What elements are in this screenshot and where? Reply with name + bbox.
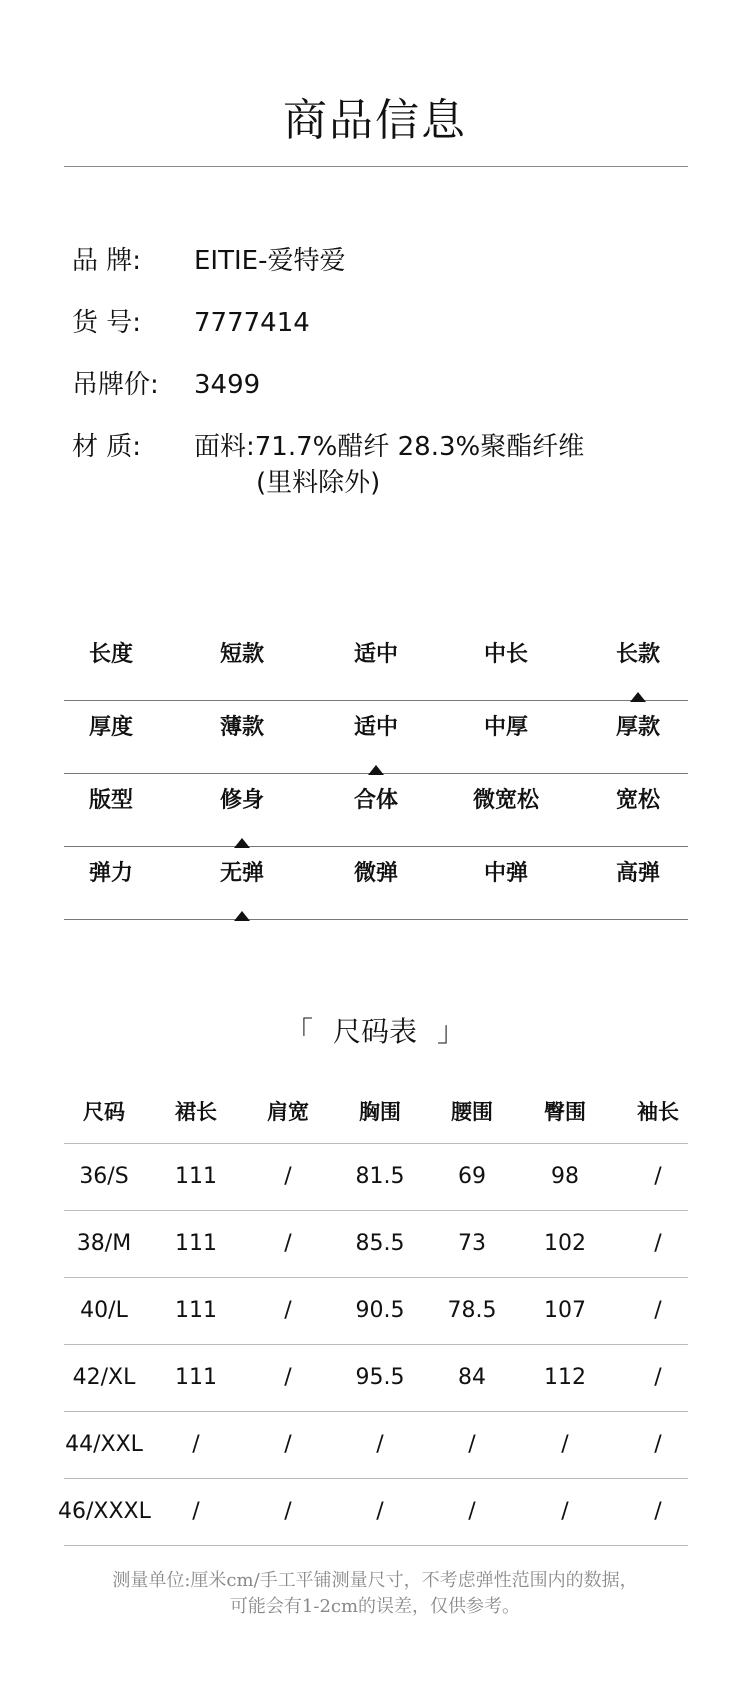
table-cell: 111 [175, 1298, 217, 1323]
table-cell: 44/XXL [65, 1432, 143, 1457]
column-header: 胸围 [359, 1100, 401, 1124]
table-cell: / [376, 1499, 384, 1524]
table-cell: / [561, 1432, 569, 1457]
attribute-option-label: 薄款 [219, 715, 264, 740]
table-cell: / [376, 1432, 384, 1457]
attribute-option [326, 774, 426, 847]
table-cell: / [654, 1231, 662, 1256]
table-cell: 85.5 [355, 1231, 405, 1256]
table-cell: / [284, 1298, 292, 1323]
material-extra: (里料除外) [256, 468, 381, 498]
table-cell: 46/XXXL [58, 1499, 151, 1524]
attribute-option-label: 适中 [353, 642, 398, 667]
table-cell: 95.5 [355, 1365, 405, 1390]
attribute-row [64, 628, 688, 701]
table-cell: / [284, 1499, 292, 1524]
table-cell: / [654, 1365, 662, 1390]
brand-value: EITIE-爱特爱 [194, 246, 346, 276]
attribute-option-label: 短款 [219, 642, 264, 667]
table-cell: / [284, 1164, 292, 1189]
table-row [58, 1479, 688, 1546]
attribute-name [61, 701, 161, 774]
attribute-option [326, 628, 426, 701]
brand-label: 品 牌: [72, 246, 142, 276]
attribute-option [326, 701, 426, 774]
material-label: 材 质: [72, 432, 142, 462]
attribute-row [64, 774, 688, 847]
note-line-1: 测量单位:厘米cm/手工平铺测量尺寸，不考虑弹性范围内的数据， [112, 1570, 638, 1591]
attribute-option-label: 合体 [353, 788, 398, 813]
table-cell: / [468, 1432, 476, 1457]
selected-marker-icon [234, 911, 250, 921]
brand-row [72, 244, 712, 306]
attribute-option [588, 628, 688, 701]
attribute-option [456, 774, 556, 847]
table-row [64, 1278, 688, 1345]
sku-row [72, 306, 712, 368]
table-cell: / [192, 1499, 200, 1524]
attribute-option [456, 847, 556, 920]
attribute-option [456, 701, 556, 774]
sku-value: 7777414 [194, 308, 310, 338]
table-cell: / [654, 1499, 662, 1524]
sku-label: 货 号: [72, 308, 142, 338]
table-cell: / [654, 1432, 662, 1457]
table-cell: 78.5 [447, 1298, 497, 1323]
attribute-option-label: 厚款 [615, 715, 660, 740]
table-cell: / [284, 1231, 292, 1256]
attribute-option-label: 中厚 [483, 715, 528, 740]
price-label: 吊牌价: [72, 370, 159, 400]
attribute-row [64, 701, 688, 774]
attribute-option-label: 长款 [615, 642, 660, 667]
measurement-note [0, 1568, 750, 1620]
table-cell: 38/M [76, 1231, 132, 1256]
bracket-open: 「 [284, 1015, 313, 1048]
size-table [58, 1080, 688, 1546]
table-cell: 81.5 [355, 1164, 405, 1189]
attribute-option-label: 中弹 [483, 861, 528, 886]
material-row [72, 430, 712, 498]
attribute-name [61, 847, 161, 920]
size-table-header [64, 1080, 688, 1144]
attribute-option [326, 847, 426, 920]
page-title: 商品信息 [283, 95, 467, 146]
table-cell: / [192, 1432, 200, 1457]
table-cell: 42/XL [72, 1365, 136, 1390]
size-table-title [0, 1010, 750, 1050]
column-header: 腰围 [451, 1100, 493, 1124]
table-cell: 98 [551, 1164, 579, 1189]
table-cell: / [654, 1164, 662, 1189]
attribute-table [64, 628, 688, 920]
attribute-option [192, 628, 292, 701]
column-header: 裙长 [175, 1100, 217, 1124]
table-cell: / [468, 1499, 476, 1524]
attribute-option-label: 适中 [353, 715, 398, 740]
table-cell: 102 [544, 1231, 586, 1256]
attribute-name [61, 628, 161, 701]
attribute-option-label: 微弹 [353, 861, 398, 886]
column-header: 尺码 [83, 1100, 125, 1124]
price-row [72, 368, 712, 430]
table-cell: 107 [544, 1298, 586, 1323]
table-row [64, 1345, 688, 1412]
attribute-name-label: 弹力 [88, 861, 133, 886]
table-cell: 69 [458, 1164, 486, 1189]
table-row [64, 1412, 688, 1479]
attribute-option [588, 847, 688, 920]
table-cell: 84 [458, 1365, 486, 1390]
table-cell: 73 [458, 1231, 486, 1256]
table-cell: 36/S [79, 1164, 129, 1189]
attribute-option-label: 宽松 [615, 788, 660, 813]
bracket-close: 」 [437, 1015, 466, 1048]
material-value: 面料:71.7%醋纤 28.3%聚酯纤维 [194, 432, 585, 462]
product-info [72, 244, 712, 498]
attribute-option-label: 修身 [219, 788, 264, 813]
attribute-option [588, 701, 688, 774]
column-header: 袖长 [637, 1100, 679, 1124]
table-cell: 90.5 [355, 1298, 405, 1323]
attribute-option [588, 774, 688, 847]
table-row [64, 1144, 688, 1211]
attribute-option-label: 中长 [483, 642, 528, 667]
table-cell: 112 [544, 1365, 586, 1390]
attribute-name [61, 774, 161, 847]
attribute-option-label: 微宽松 [472, 788, 539, 813]
table-row [64, 1211, 688, 1278]
attribute-option [456, 628, 556, 701]
attribute-option-label: 高弹 [615, 861, 660, 886]
attribute-option [192, 701, 292, 774]
title-divider [64, 166, 688, 167]
table-cell: / [561, 1499, 569, 1524]
table-cell: / [284, 1365, 292, 1390]
attribute-name-label: 长度 [88, 642, 133, 667]
attribute-option [192, 847, 292, 920]
attribute-name-label: 版型 [88, 788, 133, 813]
attribute-option-label: 无弹 [219, 861, 264, 886]
column-header: 肩宽 [267, 1100, 309, 1124]
attribute-option [192, 774, 292, 847]
attribute-name-label: 厚度 [88, 715, 133, 740]
column-header: 臀围 [544, 1100, 586, 1124]
table-cell: 40/L [80, 1298, 128, 1323]
attribute-row [64, 847, 688, 920]
size-table-label: 尺码表 [332, 1015, 417, 1048]
table-cell: / [284, 1432, 292, 1457]
table-cell: 111 [175, 1164, 217, 1189]
table-cell: 111 [175, 1231, 217, 1256]
table-cell: / [654, 1298, 662, 1323]
price-value: 3499 [194, 370, 261, 400]
note-line-2: 可能会有1-2cm的误差，仅供参考。 [229, 1596, 521, 1617]
table-cell: 111 [175, 1365, 217, 1390]
